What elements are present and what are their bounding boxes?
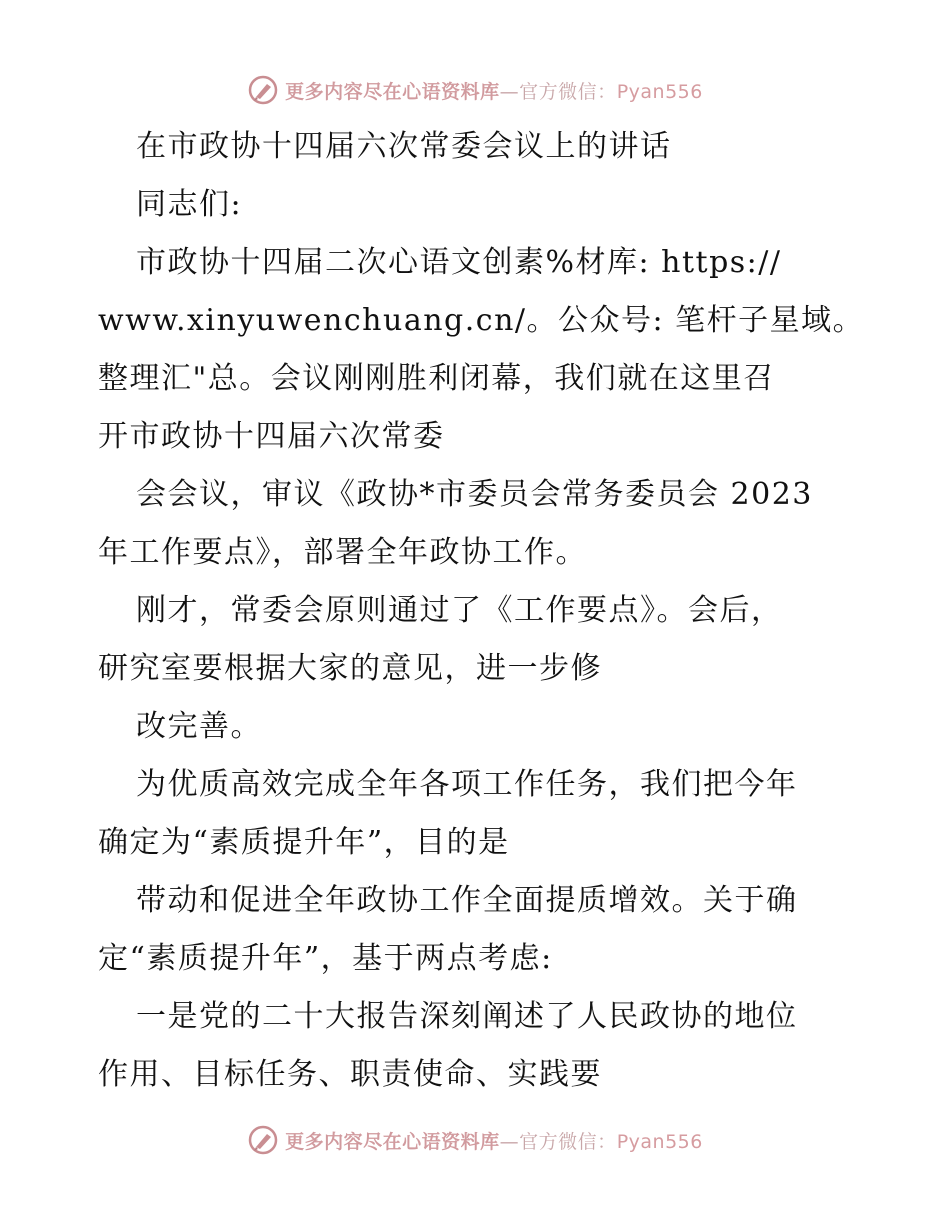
text-line: 同志们:: [136, 187, 243, 222]
pen-logo-icon: [247, 1124, 279, 1156]
text-line: 开市政协十四届六次常委: [98, 419, 445, 454]
watermark-sub: —官方微信：: [499, 80, 617, 103]
footer-watermark: [0, 1120, 950, 1160]
text-line: 为优质高效完成全年各项工作任务，我们把今年: [136, 767, 798, 802]
text-line: 改完善。: [136, 709, 262, 744]
text-line: 刚才，常委会原则通过了《工作要点》。会后，: [136, 593, 783, 628]
document-body: [98, 118, 865, 1104]
text-line: 确定为“素质提升年”，目的是: [98, 825, 510, 860]
text-line: www.xinyuwenchuang.cn/。公众号: 笔杆子星域。: [98, 303, 865, 338]
watermark-main: 更多内容尽在心语资料库: [285, 1130, 500, 1153]
watermark-text: [285, 77, 703, 104]
text-line: 年工作要点》，部署全年政协工作。: [98, 535, 587, 570]
watermark-main: 更多内容尽在心语资料库: [285, 80, 500, 103]
watermark-text: [285, 1127, 703, 1154]
watermark-id: Pyan556: [616, 80, 703, 103]
text-line: 市政协十四届二次心语文创素%材库: https://: [136, 245, 782, 280]
text-line: 会会议，审议《政协*市委员会常务委员会 2023: [136, 477, 813, 512]
document-title: 在市政协十四届六次常委会议上的讲话: [136, 129, 672, 164]
watermark-id: Pyan556: [616, 1130, 703, 1153]
text-line: 整理汇"总。会议刚刚胜利闭幕，我们就在这里召: [98, 361, 775, 396]
text-line: 作用、目标任务、职责使命、实践要: [98, 1057, 602, 1092]
header-watermark: [0, 70, 950, 110]
pen-logo-icon: [247, 74, 279, 106]
watermark-sub: —官方微信：: [499, 1130, 617, 1153]
text-line: 定“素质提升年”，基于两点考虑:: [98, 941, 553, 976]
text-line: 带动和促进全年政协工作全面提质增效。关于确: [136, 883, 798, 918]
text-line: 一是党的二十大报告深刻阐述了人民政协的地位: [136, 999, 798, 1034]
text-line: 研究室要根据大家的意见，进一步修: [98, 651, 602, 686]
